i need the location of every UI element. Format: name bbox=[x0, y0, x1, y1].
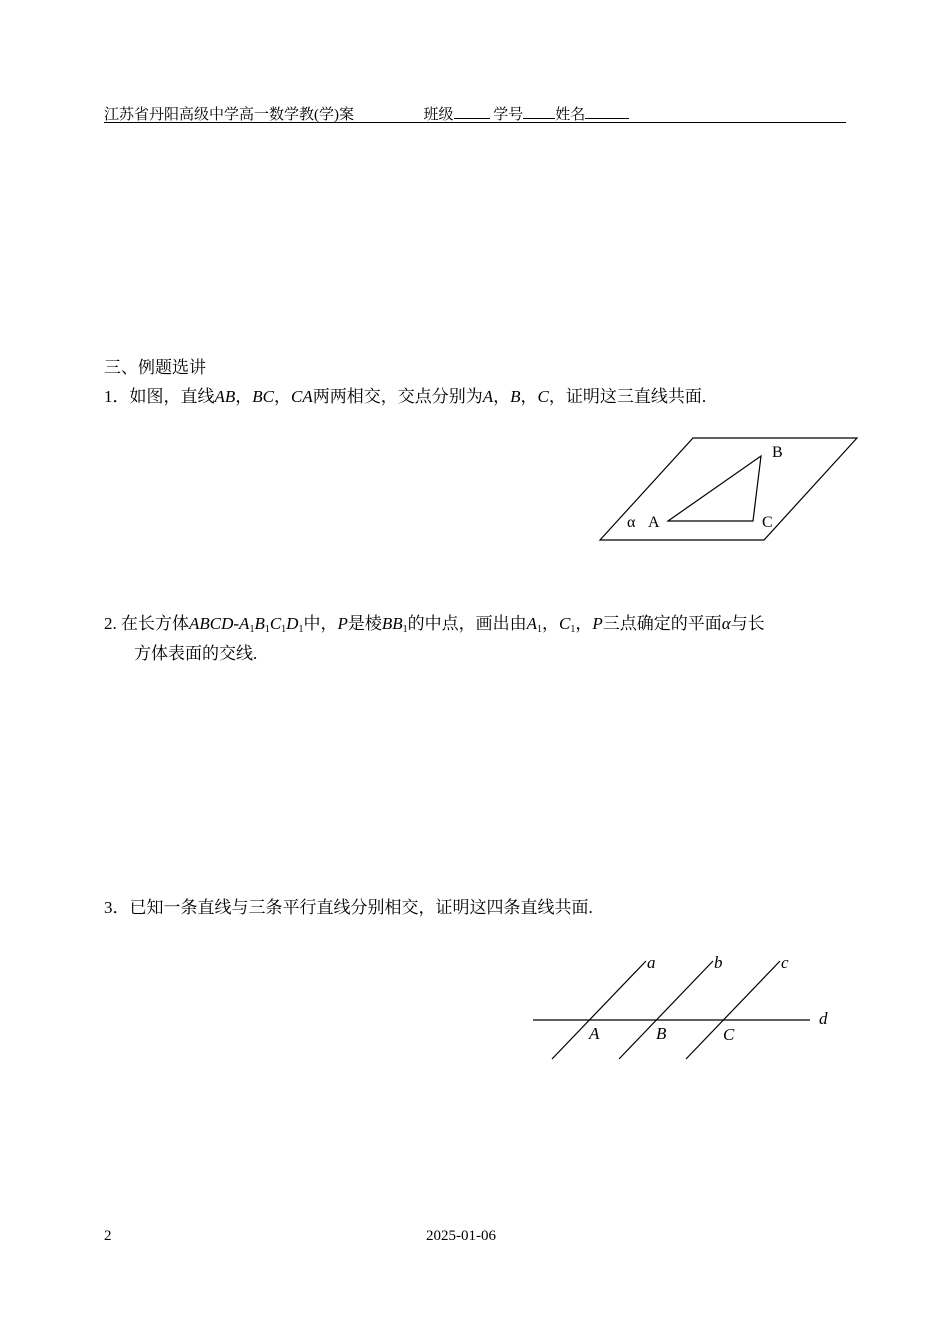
subscript: 1 bbox=[298, 624, 304, 635]
box-name: C bbox=[269, 614, 282, 633]
line-bc: BC bbox=[252, 387, 275, 406]
box-name: ABCD-A bbox=[189, 614, 250, 633]
problem-2-line-2: 方体表面的交线. bbox=[134, 644, 258, 663]
problem-2-number: 2. bbox=[104, 614, 117, 633]
point-a: A bbox=[482, 387, 494, 406]
problem-2-text: 与长 bbox=[730, 614, 765, 633]
name-label: 姓名 bbox=[555, 107, 586, 123]
label-b: B bbox=[772, 444, 783, 461]
label-line-b: b bbox=[714, 953, 723, 972]
label-point-b: B bbox=[656, 1024, 667, 1043]
problem-3-number: 3． bbox=[104, 898, 130, 917]
separator: ， bbox=[575, 614, 593, 633]
separator: ， bbox=[274, 387, 292, 406]
line-ab: AB bbox=[214, 387, 236, 406]
box-name: B bbox=[254, 614, 265, 633]
point-c1: C bbox=[559, 614, 571, 633]
problem-2-text: 在长方体 bbox=[121, 614, 189, 633]
point-p: P bbox=[337, 614, 348, 633]
point-c: C bbox=[537, 387, 549, 406]
subscript: 1 bbox=[537, 624, 543, 635]
separator: ， bbox=[235, 387, 253, 406]
line-ca: CA bbox=[291, 387, 313, 406]
label-line-a: a bbox=[647, 953, 656, 972]
plane-alpha: α bbox=[721, 614, 731, 633]
subscript: 1 bbox=[249, 624, 255, 635]
problem-2-text: 是棱 bbox=[347, 614, 382, 633]
separator: ， bbox=[493, 387, 511, 406]
id-label: 学号 bbox=[493, 107, 524, 123]
problem-2-text: 的中点，画出由 bbox=[407, 614, 527, 633]
problem-1-number: 1． bbox=[104, 387, 130, 406]
box-name: D bbox=[286, 614, 299, 633]
problem-1-text: 两两相交，交点分别为 bbox=[312, 387, 483, 406]
label-line-d: d bbox=[819, 1009, 828, 1028]
edge-bb1: BB bbox=[381, 614, 403, 633]
label-c: C bbox=[762, 514, 773, 531]
section-title: 三、例题选讲 bbox=[104, 358, 206, 377]
problem-3-text: 已知一条直线与三条平行直线分别相交，证明这四条直线共面. bbox=[129, 898, 593, 917]
label-point-c: C bbox=[723, 1025, 735, 1044]
line-a bbox=[552, 961, 646, 1059]
line-c bbox=[686, 961, 780, 1059]
class-label: 班级 bbox=[423, 107, 454, 123]
subscript: 1 bbox=[570, 624, 576, 635]
problem-2-text: 三点确定的平面 bbox=[602, 614, 722, 633]
line-b bbox=[619, 961, 713, 1059]
point-p: P bbox=[592, 614, 603, 633]
page-number: 2 bbox=[104, 1228, 112, 1244]
subscript: 1 bbox=[402, 624, 408, 635]
point-a1: A bbox=[526, 614, 538, 633]
footer-date: 2025-01-06 bbox=[426, 1228, 496, 1244]
subscript: 1 bbox=[264, 624, 270, 635]
label-point-a: A bbox=[589, 1024, 600, 1043]
label-a: A bbox=[648, 514, 660, 531]
label-alpha: α bbox=[627, 514, 636, 531]
school-title: 江苏省丹阳高级中学高一数学教(学)案 bbox=[104, 107, 354, 123]
point-b: B bbox=[510, 387, 521, 406]
subscript: 1 bbox=[281, 624, 287, 635]
problem-2-text: 中， bbox=[303, 614, 338, 633]
problem-1-text: 如图，直线 bbox=[129, 387, 215, 406]
label-line-c: c bbox=[781, 953, 789, 972]
problem-1-text: ，证明这三直线共面. bbox=[548, 387, 707, 406]
separator: ， bbox=[520, 387, 538, 406]
separator: ， bbox=[542, 614, 560, 633]
